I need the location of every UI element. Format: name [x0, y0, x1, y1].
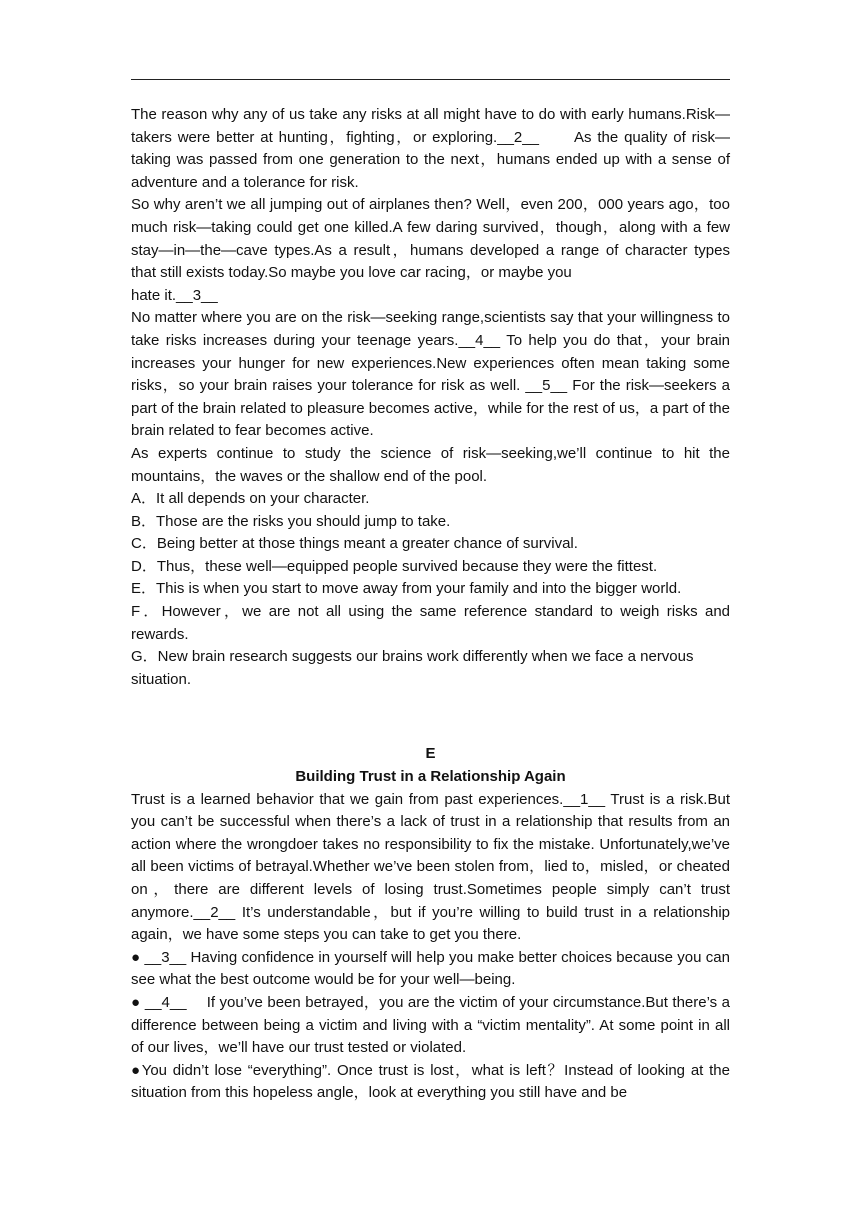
passage-e-title: Building Trust in a Relationship Again [295, 768, 566, 786]
passage-d-paragraph-3: hate it.__3__ [131, 286, 218, 304]
page-content [131, 104, 730, 1105]
passage-d-paragraph-2: So why aren’t we all jumping out of airplanes then? Well，even 200，000 years ago，too much risk—taking could get one killed.A few daring survived，though，along with a few stay—in—the—cave types.As a result，humans developed a range of character types that still exists today.So maybe you love car racing，or maybe you [131, 196, 730, 282]
passage-d-paragraph-5: As experts continue to study the science of risk—seeking,we’ll continue to hit the mountains，the waves or the shallow end of the pool. [131, 444, 730, 485]
option-c: C．Being better at those things meant a greater chance of survival. [131, 535, 578, 553]
passage-e-bullet-2: ● __4__ If you’ve been betrayed，you are the victim of your circumstance.But there’s a difference between being a victim and living with a “victim mentality”. At some point in all of our lives，we’ll have our trust tested or violated. [131, 993, 730, 1057]
passage-d-paragraph-1: The reason why any of us take any risks at all might have to do with early humans.Risk—takers were better at hunting，fighting，or exploring.__2__ As the quality of risk—taking was passed from one generation to the next，humans ended up with a sense of adventure and a tolerance for risk. [131, 106, 730, 191]
header-rule [131, 79, 730, 80]
option-d: D．Thus，these well—equipped people survived because they were the fittest. [131, 557, 658, 575]
option-b: B．Those are the risks you should jump to take. [131, 512, 451, 530]
passage-e-letter: E [425, 745, 436, 763]
passage-e-bullet-1: ● __3__ Having confidence in yourself will help you make better choices because you can see what the best outcome would be for your well—being. [131, 948, 730, 989]
passage-e-paragraph-1: Trust is a learned behavior that we gain from past experiences.__1__ Trust is a risk.But you can’t be successful when there’s a lack of trust in a relationship that results from an action where the wrongdoer takes no responsibility to fix the mistake. Unfortunately,we’ve all been victims of betrayal.Whether we’ve been stolen from，lied to，misled，or cheated on，there are different levels of losing trust.Sometimes people simply can’t trust anymore.__2__ It’s understandable，but if you’re willing to build trust in a relationship again，we have some steps you can take to get you there. [131, 790, 730, 944]
option-g: G．New brain research suggests our brains work differently when we face a nervous situation. [131, 648, 694, 688]
option-a: A．It all depends on your character. [131, 490, 370, 508]
passage-d-paragraph-4: No matter where you are on the risk—seeking range,scientists say that your willingness to take risks increases during your teenage years.__4__ To help you do that，your brain increases your hunger for new experiences.New experiences often mean taking some risks，so your brain raises your tolerance for risk as well. __5__ For the risk—seekers a part of the brain related to pleasure becomes active，while for the rest of us，a part of the brain related to fear becomes active. [131, 309, 730, 440]
passage-e-bullet-3: ●You didn’t lose “everything”. Once trust is lost，what is left？Instead of looking at the situation from this hopeless angle，look at everything you still have and be [131, 1061, 730, 1102]
option-f: F．However，we are not all using the same reference standard to weigh risks and rewards. [131, 603, 730, 643]
option-e: E．This is when you start to move away from your family and into the bigger world. [131, 580, 682, 598]
section-spacer [131, 691, 730, 743]
